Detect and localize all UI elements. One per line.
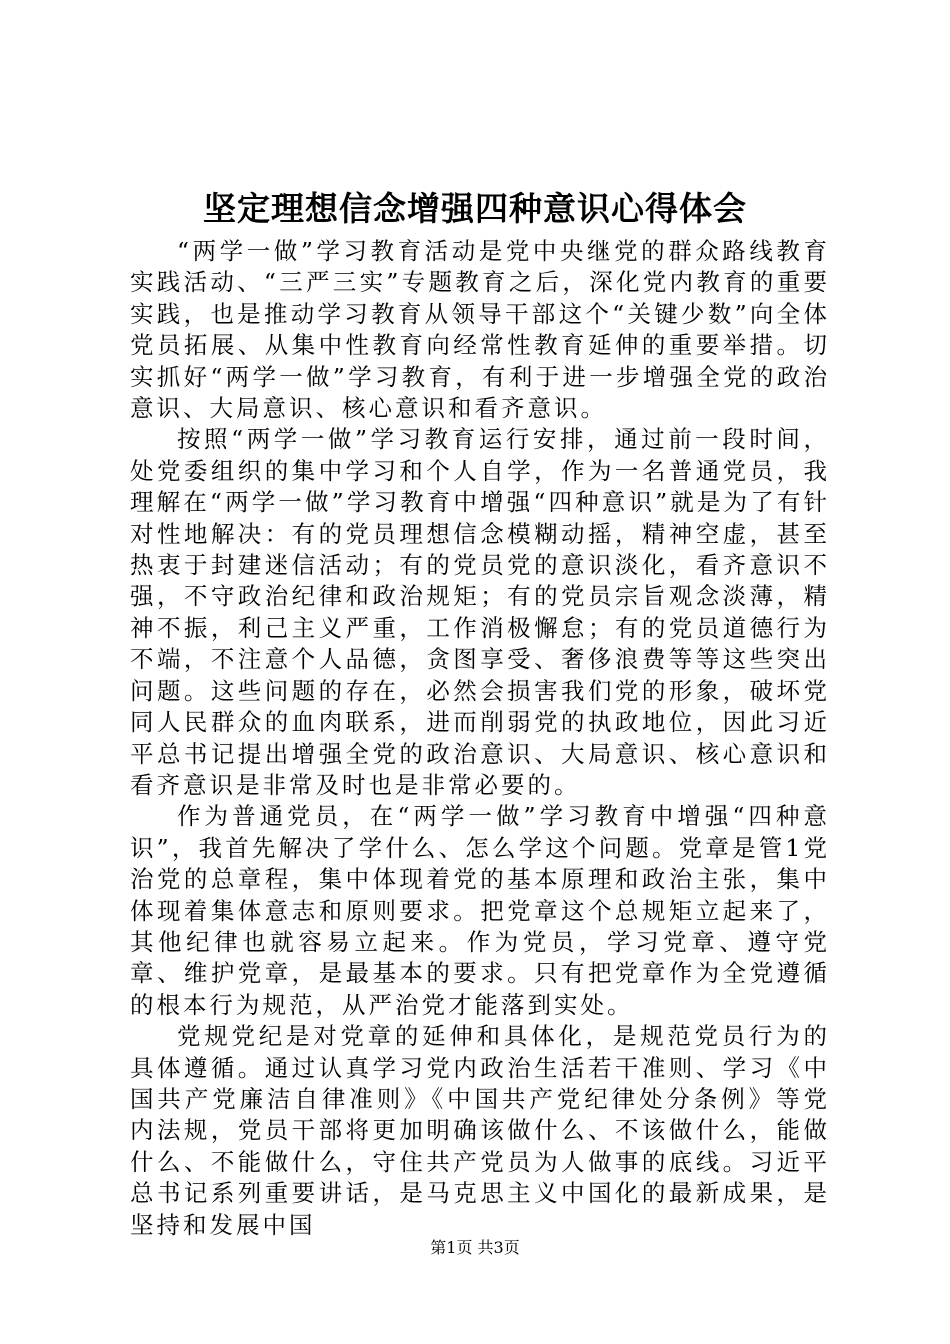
paragraph-1: “两学一做”学习教育活动是党中央继党的群众路线教育实践活动、“三严三实”专题教育之后，深化党内教育的重要实践，也是推动学习教育从领导干部这个“关键少数”向全体党员拓展、从集中性教育向经常性教育延伸的重要举措。切实抓好“两学一做”学习教育，有利于进一步增强全党的政治意识、大局意识、核心意识和看齐意识。 [130, 237, 830, 423]
document-body [130, 236, 830, 1241]
page-footer: 第1页 共3页 [430, 1238, 520, 1257]
document-title: 坚定理想信念增强四种意识心得体会 [203, 189, 747, 228]
paragraph-2: 按照“两学一做”学习教育运行安排，通过前一段时间，处党委组织的集中学习和个人自学，作为一名普通党员，我理解在“两学一做”学习教育中增强“四种意识”就是为了有针对性地解决：有的党员理想信念模糊动摇，精神空虚，甚至热衷于封建迷信活动；有的党员党的意识淡化，看齐意识不强，不守政治纪律和政治规矩；有的党员宗旨观念淡薄，精神不振，利己主义严重，工作消极懈怠；有的党员道德行为不端，不注意个人品德，贪图享受、奢侈浪费等等这些突出问题。这些问题的存在，必然会损害我们党的形象，破坏党同人民群众的血肉联系，进而削弱党的执政地位，因此习近平总书记提出增强全党的政治意识、大局意识、核心意识和看齐意识是非常及时也是非常必要的。 [130, 425, 830, 799]
paragraph-4: 党规党纪是对党章的延伸和具体化，是规范党员行为的具体遵循。通过认真学习党内政治生活若干准则、学习《中国共产党廉洁自律准则》《中国共产党纪律处分条例》等党内法规，党员干部将更加明确该做什么、不该做什么，能做什么、不能做什么，守住共产党员为人做事的底线。习近平总书记系列重要讲话，是马克思主义中国化的最新成果，是坚持和发展中国 [130, 1022, 830, 1239]
paragraph-3: 作为普通党员，在“两学一做”学习教育中增强“四种意识”，我首先解决了学什么、怎么学这个问题。党章是管1党治党的总章程，集中体现着党的基本原理和政治主张，集中体现着集体意志和原则要求。把党章这个总规矩立起来了，其他纪律也就容易立起来。作为党员，学习党章、遵守党章、维护党章，是最基本的要求。只有把党章作为全党遵循的根本行为规范，从严治党才能落到实处。 [130, 802, 830, 1019]
